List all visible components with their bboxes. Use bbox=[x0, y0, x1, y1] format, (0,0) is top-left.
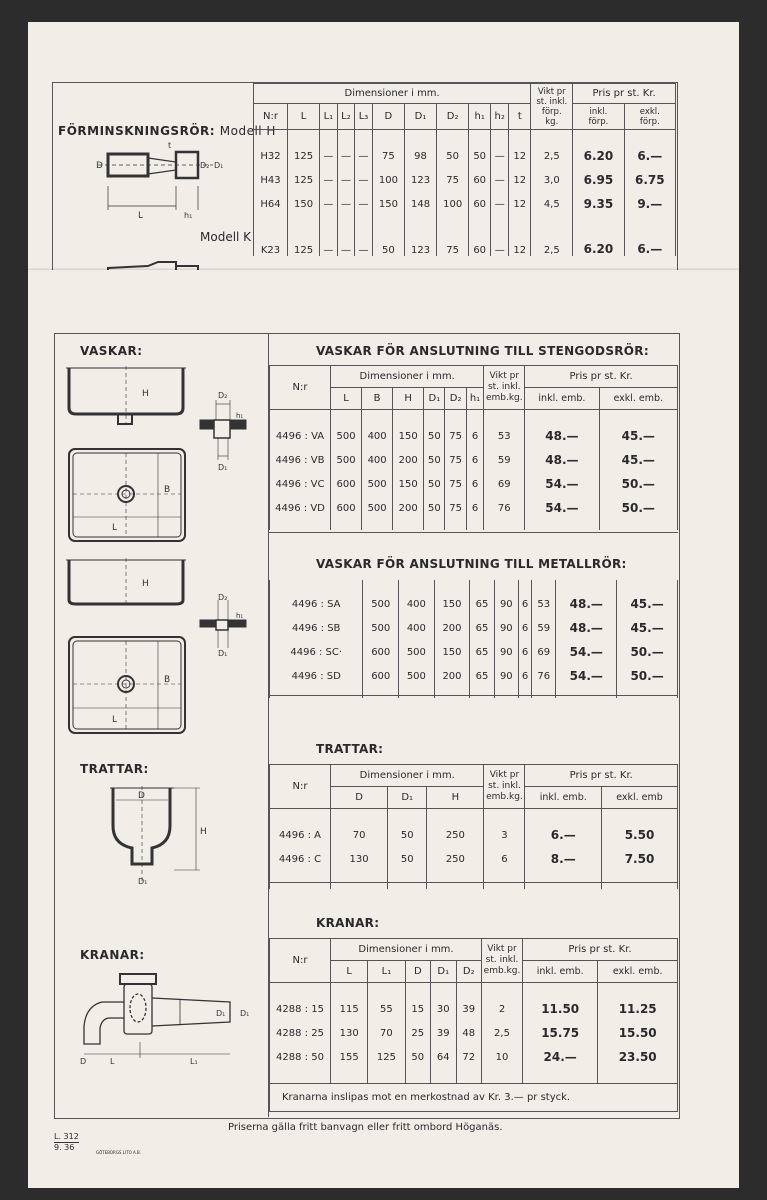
table-cell: — bbox=[491, 216, 509, 256]
back-col-hdr: D₁ bbox=[404, 104, 436, 130]
back-col-hdr: D bbox=[372, 104, 404, 130]
table-cell: 150 bbox=[393, 472, 424, 496]
table-cell: 150 bbox=[434, 640, 470, 664]
table-cell: 6.— bbox=[624, 216, 675, 256]
table-cell: 60 bbox=[469, 192, 491, 216]
col-hdr: H bbox=[393, 388, 424, 410]
table-cell: 23.50 bbox=[598, 1045, 678, 1084]
table-row bbox=[270, 809, 678, 848]
printer-mark: GÖTEBORGS LITO A.B. bbox=[96, 1150, 141, 1155]
col-hdr: D bbox=[405, 961, 430, 983]
table-cell: 75 bbox=[372, 130, 404, 169]
back-weight-hdr: Vikt pr st. inkl. förp. kg. bbox=[531, 84, 573, 130]
table-row bbox=[254, 130, 676, 169]
table-cell: — bbox=[491, 168, 509, 192]
table-cell: 25 bbox=[405, 1021, 430, 1045]
table-row bbox=[270, 640, 678, 664]
sink-top-diagram bbox=[68, 448, 188, 543]
svg-text:D₁: D₁ bbox=[218, 649, 228, 658]
kranar-weight-hdr: Vikt pr st. inkl. emb.kg. bbox=[482, 939, 523, 983]
table-cell: 500 bbox=[331, 410, 362, 449]
table-cell: 125 bbox=[287, 168, 319, 192]
table-cell: 98 bbox=[404, 130, 436, 169]
table-cell: 600 bbox=[363, 640, 399, 664]
table-cell: 12 bbox=[509, 168, 531, 192]
table-cell: 250 bbox=[427, 809, 484, 848]
svg-text:L₁: L₁ bbox=[190, 1057, 198, 1066]
back-model-k: Modell K bbox=[200, 230, 252, 244]
table-row bbox=[270, 664, 678, 698]
svg-text:D: D bbox=[80, 1057, 87, 1066]
table-cell: 48.— bbox=[556, 616, 617, 640]
back-col-hdr: t bbox=[509, 104, 531, 130]
table-cell: 90 bbox=[494, 640, 518, 664]
table-cell: — bbox=[337, 216, 355, 256]
table-cell: 500 bbox=[362, 496, 393, 530]
table-cell: 6 bbox=[518, 640, 531, 664]
table-cell: 130 bbox=[331, 1021, 368, 1045]
svg-text:H: H bbox=[142, 389, 149, 399]
price-col-hdr: exkl. emb bbox=[602, 787, 678, 809]
kranar-title: KRANAR: bbox=[80, 948, 145, 962]
kranar-group-dim: Dimensioner i mm. bbox=[331, 939, 482, 961]
table-cell: 600 bbox=[331, 496, 362, 530]
back-model-h: Modell H bbox=[219, 124, 276, 138]
col-hdr: D₂ bbox=[456, 961, 482, 983]
table-cell: 3,0 bbox=[531, 168, 573, 192]
table-cell: H43 bbox=[254, 168, 288, 192]
col-hdr: H bbox=[427, 787, 484, 809]
table-cell: 125 bbox=[287, 216, 319, 256]
table-cell: 4496 : VC bbox=[270, 472, 331, 496]
metall-table bbox=[269, 580, 678, 698]
lbl-l: L bbox=[138, 211, 144, 221]
table-row bbox=[254, 192, 676, 216]
sten-title: VASKAR FÖR ANSLUTNING TILL STENGODSRÖR: bbox=[316, 344, 649, 358]
back-table bbox=[253, 83, 676, 256]
lbl-d2: D₂ bbox=[200, 161, 210, 170]
svg-text:H: H bbox=[142, 579, 149, 589]
svg-text:L: L bbox=[110, 1057, 115, 1066]
table-cell: 4496 : SC· bbox=[270, 640, 363, 664]
table-cell: 65 bbox=[470, 640, 494, 664]
table-cell: 75 bbox=[437, 168, 469, 192]
table-cell: 15.75 bbox=[523, 1021, 598, 1045]
funnel-diagram bbox=[110, 786, 210, 886]
table-cell: 6 bbox=[466, 448, 484, 472]
table-cell: 4288 : 15 bbox=[270, 983, 331, 1022]
table-cell: 400 bbox=[399, 616, 435, 640]
lbl-d: D bbox=[96, 161, 103, 171]
table-cell: 50.— bbox=[617, 640, 678, 664]
table-cell: 4288 : 50 bbox=[270, 1045, 331, 1084]
table-cell: 11.50 bbox=[523, 983, 598, 1022]
price-col-hdr: exkl. emb. bbox=[598, 961, 678, 983]
metall-title: VASKAR FÖR ANSLUTNING TILL METALLRÖR: bbox=[316, 557, 627, 571]
table-cell: 7.50 bbox=[602, 847, 678, 889]
table-cell: 90 bbox=[494, 616, 518, 640]
svg-text:D: D bbox=[138, 791, 145, 801]
table-cell: 115 bbox=[331, 983, 368, 1022]
svg-text:h₁: h₁ bbox=[236, 412, 244, 420]
table-cell: 6 bbox=[466, 472, 484, 496]
table-cell: 50 bbox=[388, 847, 427, 889]
table-row bbox=[270, 616, 678, 640]
table-cell: 65 bbox=[470, 580, 494, 616]
table-cell: 6.— bbox=[624, 130, 675, 169]
table-cell: 64 bbox=[431, 1045, 456, 1084]
table-cell: 4496 : SB bbox=[270, 616, 363, 640]
table-cell: 2,5 bbox=[482, 1021, 523, 1045]
trattar-section-title: TRATTAR: bbox=[316, 742, 384, 756]
table-cell: 6.20 bbox=[573, 130, 624, 169]
table-row bbox=[270, 472, 678, 496]
svg-text:B: B bbox=[164, 675, 171, 685]
svg-text:D₂: D₂ bbox=[218, 391, 228, 400]
table-cell: — bbox=[337, 130, 355, 169]
table-cell: 90 bbox=[494, 664, 518, 698]
table-cell: — bbox=[320, 130, 338, 169]
back-col-hdr: L₂ bbox=[337, 104, 355, 130]
table-cell: 15.50 bbox=[598, 1021, 678, 1045]
table-cell: 6 bbox=[466, 410, 484, 449]
lbl-h1: h₁ bbox=[184, 211, 193, 220]
table-cell: 200 bbox=[393, 496, 424, 530]
table-row bbox=[270, 580, 678, 616]
table-cell: 53 bbox=[484, 410, 525, 449]
table-cell: 30 bbox=[431, 983, 456, 1022]
back-price-hdr: Pris pr st. Kr. bbox=[573, 84, 676, 104]
table-cell: 54.— bbox=[525, 472, 599, 496]
sink-side-diagram bbox=[66, 366, 191, 426]
table-cell: 50 bbox=[424, 496, 445, 530]
sten-weight-hdr: Vikt pr st. inkl. emb.kg. bbox=[484, 366, 525, 410]
table-cell: — bbox=[491, 192, 509, 216]
svg-text:D₁: D₁ bbox=[240, 1009, 250, 1018]
price-col-hdr: inkl. emb. bbox=[523, 961, 598, 983]
print-code: L. 312 9. 36 bbox=[54, 1132, 79, 1152]
back-col-hdr: L bbox=[287, 104, 319, 130]
table-cell: K23 bbox=[254, 216, 288, 256]
table-cell: 12 bbox=[509, 130, 531, 169]
sten-group-dim: Dimensioner i mm. bbox=[331, 366, 484, 388]
svg-text:D₁: D₁ bbox=[218, 463, 228, 472]
table-cell: 123 bbox=[404, 168, 436, 192]
col-hdr: D₁ bbox=[424, 388, 445, 410]
table-cell: 45.— bbox=[599, 448, 677, 472]
table-cell: 400 bbox=[362, 448, 393, 472]
col-hdr: D₁ bbox=[388, 787, 427, 809]
table-cell: 9.35 bbox=[573, 192, 624, 216]
svg-text:h₁: h₁ bbox=[236, 612, 244, 620]
front-sheet bbox=[28, 270, 739, 1188]
table-cell: 150 bbox=[287, 192, 319, 216]
table-cell: 2,5 bbox=[531, 216, 573, 256]
table-cell: 39 bbox=[456, 983, 482, 1022]
table-cell: 55 bbox=[368, 983, 405, 1022]
table-cell: 45.— bbox=[617, 580, 678, 616]
back-title: FÖRMINSKNINGSRÖR: bbox=[58, 124, 216, 138]
svg-text:L: L bbox=[112, 523, 118, 533]
table-cell: 6.20 bbox=[573, 216, 624, 256]
table-cell: 50 bbox=[424, 410, 445, 449]
table-cell: — bbox=[337, 192, 355, 216]
back-col-hdr: L₁ bbox=[320, 104, 338, 130]
table-cell: 48.— bbox=[525, 410, 599, 449]
table-cell: 148 bbox=[404, 192, 436, 216]
kranar-section-title: KRANAR: bbox=[316, 916, 380, 930]
svg-text:L: L bbox=[112, 715, 118, 725]
table-cell: 6 bbox=[518, 580, 531, 616]
table-cell: 48 bbox=[456, 1021, 482, 1045]
table-cell: 75 bbox=[445, 496, 466, 530]
table-cell: — bbox=[320, 192, 338, 216]
table-cell: 130 bbox=[331, 847, 388, 889]
table-cell: H32 bbox=[254, 130, 288, 169]
table-cell: 50 bbox=[372, 216, 404, 256]
table-cell: 200 bbox=[393, 448, 424, 472]
table-cell: 45.— bbox=[617, 616, 678, 640]
table-cell: H64 bbox=[254, 192, 288, 216]
footer-note: Priserna gälla fritt banvagn eller fritt ombord Höganäs. bbox=[228, 1122, 503, 1133]
col-hdr: D₁ bbox=[431, 961, 456, 983]
table-cell: 400 bbox=[399, 580, 435, 616]
table-cell: 90 bbox=[494, 580, 518, 616]
table-cell: 4496 : SD bbox=[270, 664, 363, 698]
table-cell: 6.95 bbox=[573, 168, 624, 192]
table-cell: 75 bbox=[445, 410, 466, 449]
table-cell: 53 bbox=[532, 580, 556, 616]
table-cell: 48.— bbox=[556, 580, 617, 616]
back-col-hdr: h₁ bbox=[469, 104, 491, 130]
table-cell: 75 bbox=[445, 472, 466, 496]
table-cell: 54.— bbox=[525, 496, 599, 530]
table-cell: 500 bbox=[363, 580, 399, 616]
table-cell: 9.— bbox=[624, 192, 675, 216]
table-cell: 5.50 bbox=[602, 809, 678, 848]
sink-top-diagram-2 bbox=[68, 636, 188, 736]
table-cell: 75 bbox=[437, 216, 469, 256]
svg-text:D₁: D₁ bbox=[216, 1009, 226, 1018]
table-cell: 48.— bbox=[525, 448, 599, 472]
table-row bbox=[270, 983, 678, 1022]
table-cell: — bbox=[355, 130, 373, 169]
table-cell: 50.— bbox=[599, 496, 677, 530]
table-cell: 4496 : SA bbox=[270, 580, 363, 616]
table-cell: 500 bbox=[399, 640, 435, 664]
price-col-hdr: inkl. emb. bbox=[525, 787, 602, 809]
table-cell: 200 bbox=[434, 616, 470, 640]
table-cell: 45.— bbox=[599, 410, 677, 449]
trattar-nr-hdr: N:r bbox=[270, 765, 331, 809]
outlet-detail-diagram-2 bbox=[198, 592, 248, 658]
table-row bbox=[270, 410, 678, 449]
table-cell: 11.25 bbox=[598, 983, 678, 1022]
table-cell: 75 bbox=[445, 448, 466, 472]
table-cell: — bbox=[320, 216, 338, 256]
table-cell: 65 bbox=[470, 664, 494, 698]
table-cell: 69 bbox=[484, 472, 525, 496]
col-hdr: L bbox=[331, 961, 368, 983]
table-cell: — bbox=[355, 168, 373, 192]
table-cell: 8.— bbox=[525, 847, 602, 889]
table-cell: 2 bbox=[482, 983, 523, 1022]
table-cell: 600 bbox=[331, 472, 362, 496]
trattar-price-hdr: Pris pr st. Kr. bbox=[525, 765, 678, 787]
price-col-hdr: exkl. emb. bbox=[599, 388, 677, 410]
table-cell: 76 bbox=[484, 496, 525, 530]
table-cell: 600 bbox=[363, 664, 399, 698]
sten-nr-hdr: N:r bbox=[270, 366, 331, 410]
table-cell: 76 bbox=[532, 664, 556, 698]
table-cell: — bbox=[355, 216, 373, 256]
table-cell: 150 bbox=[393, 410, 424, 449]
table-cell: — bbox=[491, 130, 509, 169]
table-row bbox=[270, 496, 678, 530]
back-price-col: exkl. förp. bbox=[624, 104, 675, 130]
table-cell: — bbox=[355, 192, 373, 216]
table-cell: 4496 : C bbox=[270, 847, 331, 889]
table-cell: 54.— bbox=[556, 640, 617, 664]
price-col-hdr: inkl. emb. bbox=[525, 388, 599, 410]
col-hdr: B bbox=[362, 388, 393, 410]
table-cell: 6 bbox=[466, 496, 484, 530]
table-cell: 72 bbox=[456, 1045, 482, 1084]
table-cell: 100 bbox=[372, 168, 404, 192]
table-cell: 54.— bbox=[556, 664, 617, 698]
trattar-table bbox=[269, 764, 678, 889]
table-cell: 500 bbox=[363, 616, 399, 640]
table-cell: 500 bbox=[331, 448, 362, 472]
table-cell: 500 bbox=[399, 664, 435, 698]
kranar-note: Kranarna inslipas mot en merkostnad av Kr. 3.— pr styck. bbox=[270, 1084, 678, 1112]
table-cell: 6 bbox=[518, 664, 531, 698]
table-cell: 50.— bbox=[617, 664, 678, 698]
table-cell: 50 bbox=[388, 809, 427, 848]
back-price-col: inkl. förp. bbox=[573, 104, 624, 130]
trattar-weight-hdr: Vikt pr st. inkl. emb.kg. bbox=[484, 765, 525, 809]
table-cell: — bbox=[337, 168, 355, 192]
table-row bbox=[270, 1021, 678, 1045]
table-cell: 50 bbox=[424, 472, 445, 496]
table-cell: 400 bbox=[362, 410, 393, 449]
table-cell: 24.— bbox=[523, 1045, 598, 1084]
col-hdr: h₁ bbox=[466, 388, 484, 410]
table-cell: 250 bbox=[427, 847, 484, 889]
table-cell: 4496 : VB bbox=[270, 448, 331, 472]
table-cell: 6.— bbox=[525, 809, 602, 848]
table-cell: 70 bbox=[331, 809, 388, 848]
table-cell: 50 bbox=[405, 1045, 430, 1084]
table-cell: 12 bbox=[509, 192, 531, 216]
back-col-hdr: h₂ bbox=[491, 104, 509, 130]
table-cell: 39 bbox=[431, 1021, 456, 1045]
col-hdr: D bbox=[331, 787, 388, 809]
table-cell: 100 bbox=[437, 192, 469, 216]
back-group-dim: Dimensioner i mm. bbox=[254, 84, 531, 104]
table-cell: 15 bbox=[405, 983, 430, 1022]
svg-text:D₂: D₂ bbox=[218, 593, 228, 602]
table-cell: 70 bbox=[368, 1021, 405, 1045]
col-hdr: L bbox=[331, 388, 362, 410]
trattar-title: TRATTAR: bbox=[80, 762, 149, 776]
table-cell: 60 bbox=[469, 216, 491, 256]
table-cell: 125 bbox=[368, 1045, 405, 1084]
table-row bbox=[270, 847, 678, 889]
reducer-diagram bbox=[88, 140, 238, 220]
table-cell: 4496 : VD bbox=[270, 496, 331, 530]
table-cell: 155 bbox=[331, 1045, 368, 1084]
table-cell: 50 bbox=[424, 448, 445, 472]
vaskar-title: VASKAR: bbox=[80, 344, 143, 358]
table-row bbox=[254, 168, 676, 192]
table-row bbox=[270, 1045, 678, 1084]
lbl-d1: D₁ bbox=[214, 161, 224, 170]
trattar-group-dim: Dimensioner i mm. bbox=[331, 765, 484, 787]
table-cell: 150 bbox=[434, 580, 470, 616]
table-cell: 4288 : 25 bbox=[270, 1021, 331, 1045]
table-cell: 69 bbox=[532, 640, 556, 664]
sten-table bbox=[269, 365, 678, 530]
back-col-hdr: L₃ bbox=[355, 104, 373, 130]
table-cell: 500 bbox=[362, 472, 393, 496]
table-row bbox=[254, 216, 676, 256]
table-cell: 65 bbox=[470, 616, 494, 640]
table-cell: 6.75 bbox=[624, 168, 675, 192]
back-col-hdr: N:r bbox=[254, 104, 288, 130]
back-col-hdr: D₂ bbox=[437, 104, 469, 130]
table-cell: 12 bbox=[509, 216, 531, 256]
outlet-detail-diagram bbox=[198, 386, 248, 472]
table-cell: 200 bbox=[434, 664, 470, 698]
table-cell: 6 bbox=[484, 847, 525, 889]
sten-price-hdr: Pris pr st. Kr. bbox=[525, 366, 678, 388]
table-cell: 3 bbox=[484, 809, 525, 848]
col-hdr: D₂ bbox=[445, 388, 466, 410]
svg-text:H: H bbox=[200, 827, 207, 837]
table-cell: 50 bbox=[469, 130, 491, 169]
kranar-price-hdr: Pris pr st. Kr. bbox=[523, 939, 678, 961]
table-cell: 60 bbox=[469, 168, 491, 192]
table-cell: 59 bbox=[484, 448, 525, 472]
col-hdr: L₁ bbox=[368, 961, 405, 983]
kranar-table bbox=[269, 938, 678, 1112]
table-cell: 2,5 bbox=[531, 130, 573, 169]
table-cell: 150 bbox=[372, 192, 404, 216]
sink-side-diagram-2 bbox=[66, 558, 191, 608]
svg-text:D₁: D₁ bbox=[138, 877, 148, 886]
table-cell: 123 bbox=[404, 216, 436, 256]
table-cell: 125 bbox=[287, 130, 319, 169]
table-cell: 6 bbox=[518, 616, 531, 640]
svg-text:B: B bbox=[164, 485, 171, 495]
table-cell: 50.— bbox=[599, 472, 677, 496]
table-cell: 4496 : A bbox=[270, 809, 331, 848]
table-cell: 50 bbox=[437, 130, 469, 169]
table-cell: — bbox=[320, 168, 338, 192]
tap-diagram bbox=[80, 972, 260, 1077]
table-cell: 4,5 bbox=[531, 192, 573, 216]
table-cell: 4496 : VA bbox=[270, 410, 331, 449]
table-row bbox=[270, 448, 678, 472]
kranar-nr-hdr: N:r bbox=[270, 939, 331, 983]
lbl-t: t bbox=[168, 141, 172, 150]
table-cell: 59 bbox=[532, 616, 556, 640]
table-cell: 10 bbox=[482, 1045, 523, 1084]
